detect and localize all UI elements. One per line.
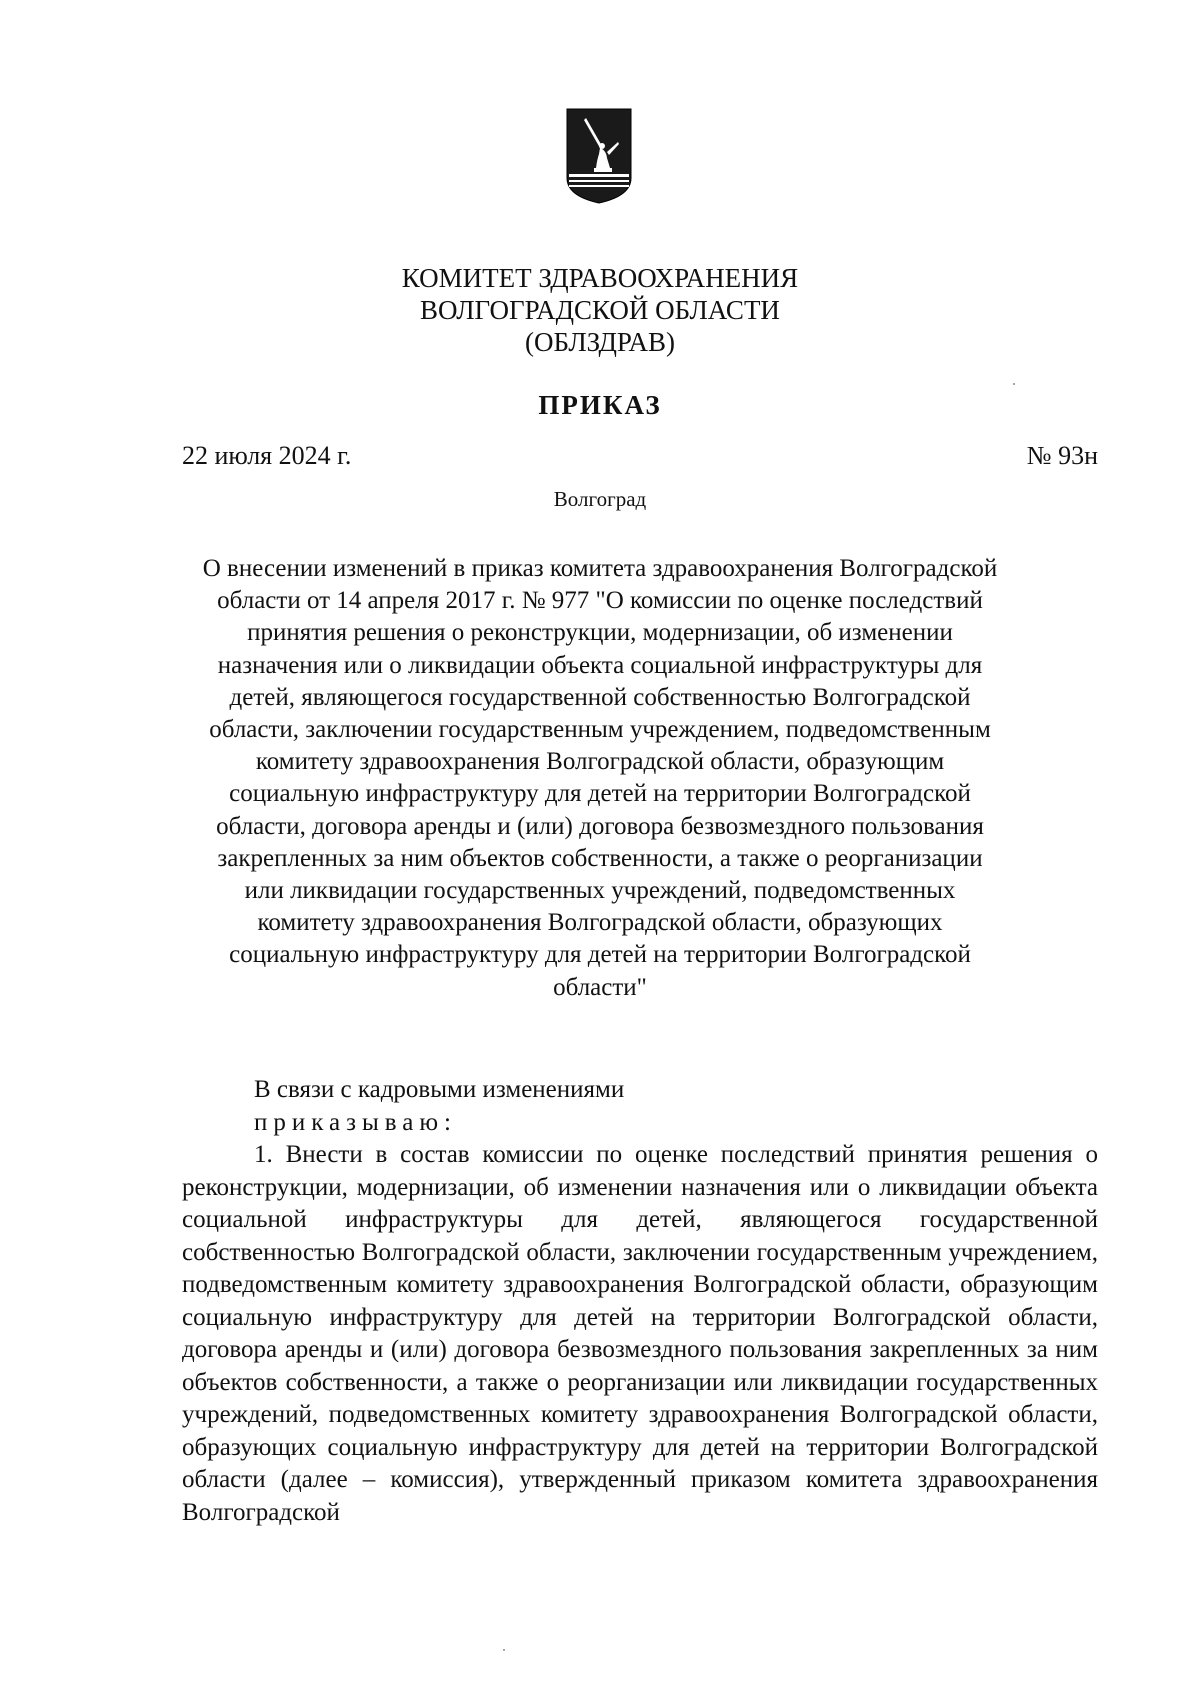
subject-line: О внесении изменений в приказ комитета здравоохранения Волгоградской [202, 555, 998, 582]
subject-line: назначения или о ликвидации объекта социальной инфраструктуры для [217, 651, 983, 679]
paragraph-1: 1. Внести в состав комиссии по оценке последствий принятия решения о реконструкции, модернизации, об изменении назначения или о ликвидации объекта социальной инфраструктуры для детей, являющегося государственной собственностью Волгоградской области, заключении государственным учреждением, подведомственным комитету здравоохранения Волгоградской области, образующим социальную инфраструктуру для детей на территории Волгоградской области, договора аренды и (или) договора безвозмездного пользования закрепленных за ним объектов собственности, а также о реорганизации или ликвидации государственных учреждений, подведомственных комитету здравоохранения Волгоградской области, образующих социальную инфраструктуру для детей на территории Волгоградской области (далее – комиссия), утвержденный приказом комитета здравоохранения Волгоградской [182, 1141, 1098, 1526]
document-type: ПРИКАЗ [538, 390, 662, 420]
scan-speck [503, 1649, 505, 1651]
subject-line: социальную инфраструктуру для детей на территории Волгоградской [229, 941, 971, 969]
subject-line: комитету здравоохранения Волгоградской области, образующим [255, 748, 945, 776]
coat-of-arms-icon [566, 108, 632, 204]
document-city: Волгоград [553, 487, 647, 511]
document-number: № 93н [1026, 441, 1098, 470]
subject-line: принятия решения о реконструкции, модернизации, об изменении [247, 619, 953, 647]
subject-line: области" [553, 973, 647, 1001]
order-word: приказываю: [254, 1108, 457, 1136]
scan-speck [1013, 383, 1015, 385]
document-body [182, 1074, 1098, 1529]
document-date: 22 июля 2024 г. [182, 441, 352, 470]
subject-line: комитету здравоохранения Волгоградской области, образующих [257, 909, 943, 937]
subject-line: области, заключении государственным учреждением, подведомственным [209, 716, 991, 744]
preamble: В связи с кадровыми изменениями [254, 1076, 625, 1103]
org-line-3: (ОБЛЗДРАВ) [525, 327, 675, 357]
subject-line: области, договора аренды и (или) договора безвозмездного пользования [216, 812, 984, 840]
org-line-2: ВОЛГОГРАДСКОЙ ОБЛАСТИ [420, 295, 780, 325]
subject-line: детей, являющегося государственной собственностью Волгоградской [229, 683, 971, 711]
subject-line: области от 14 апреля 2017 г. № 977 "О комиссии по оценке последствий [217, 587, 983, 615]
document-subject [150, 553, 1050, 1004]
subject-line: закрепленных за ним объектов собственности, а также о реорганизации [217, 844, 983, 872]
org-line-1: КОМИТЕТ ЗДРАВООХРАНЕНИЯ [401, 263, 799, 293]
organization-name [300, 262, 900, 358]
subject-line: или ликвидации государственных учреждений, подведомственных [244, 877, 956, 905]
subject-line: социальную инфраструктуру для детей на территории Волгоградской [229, 780, 971, 808]
